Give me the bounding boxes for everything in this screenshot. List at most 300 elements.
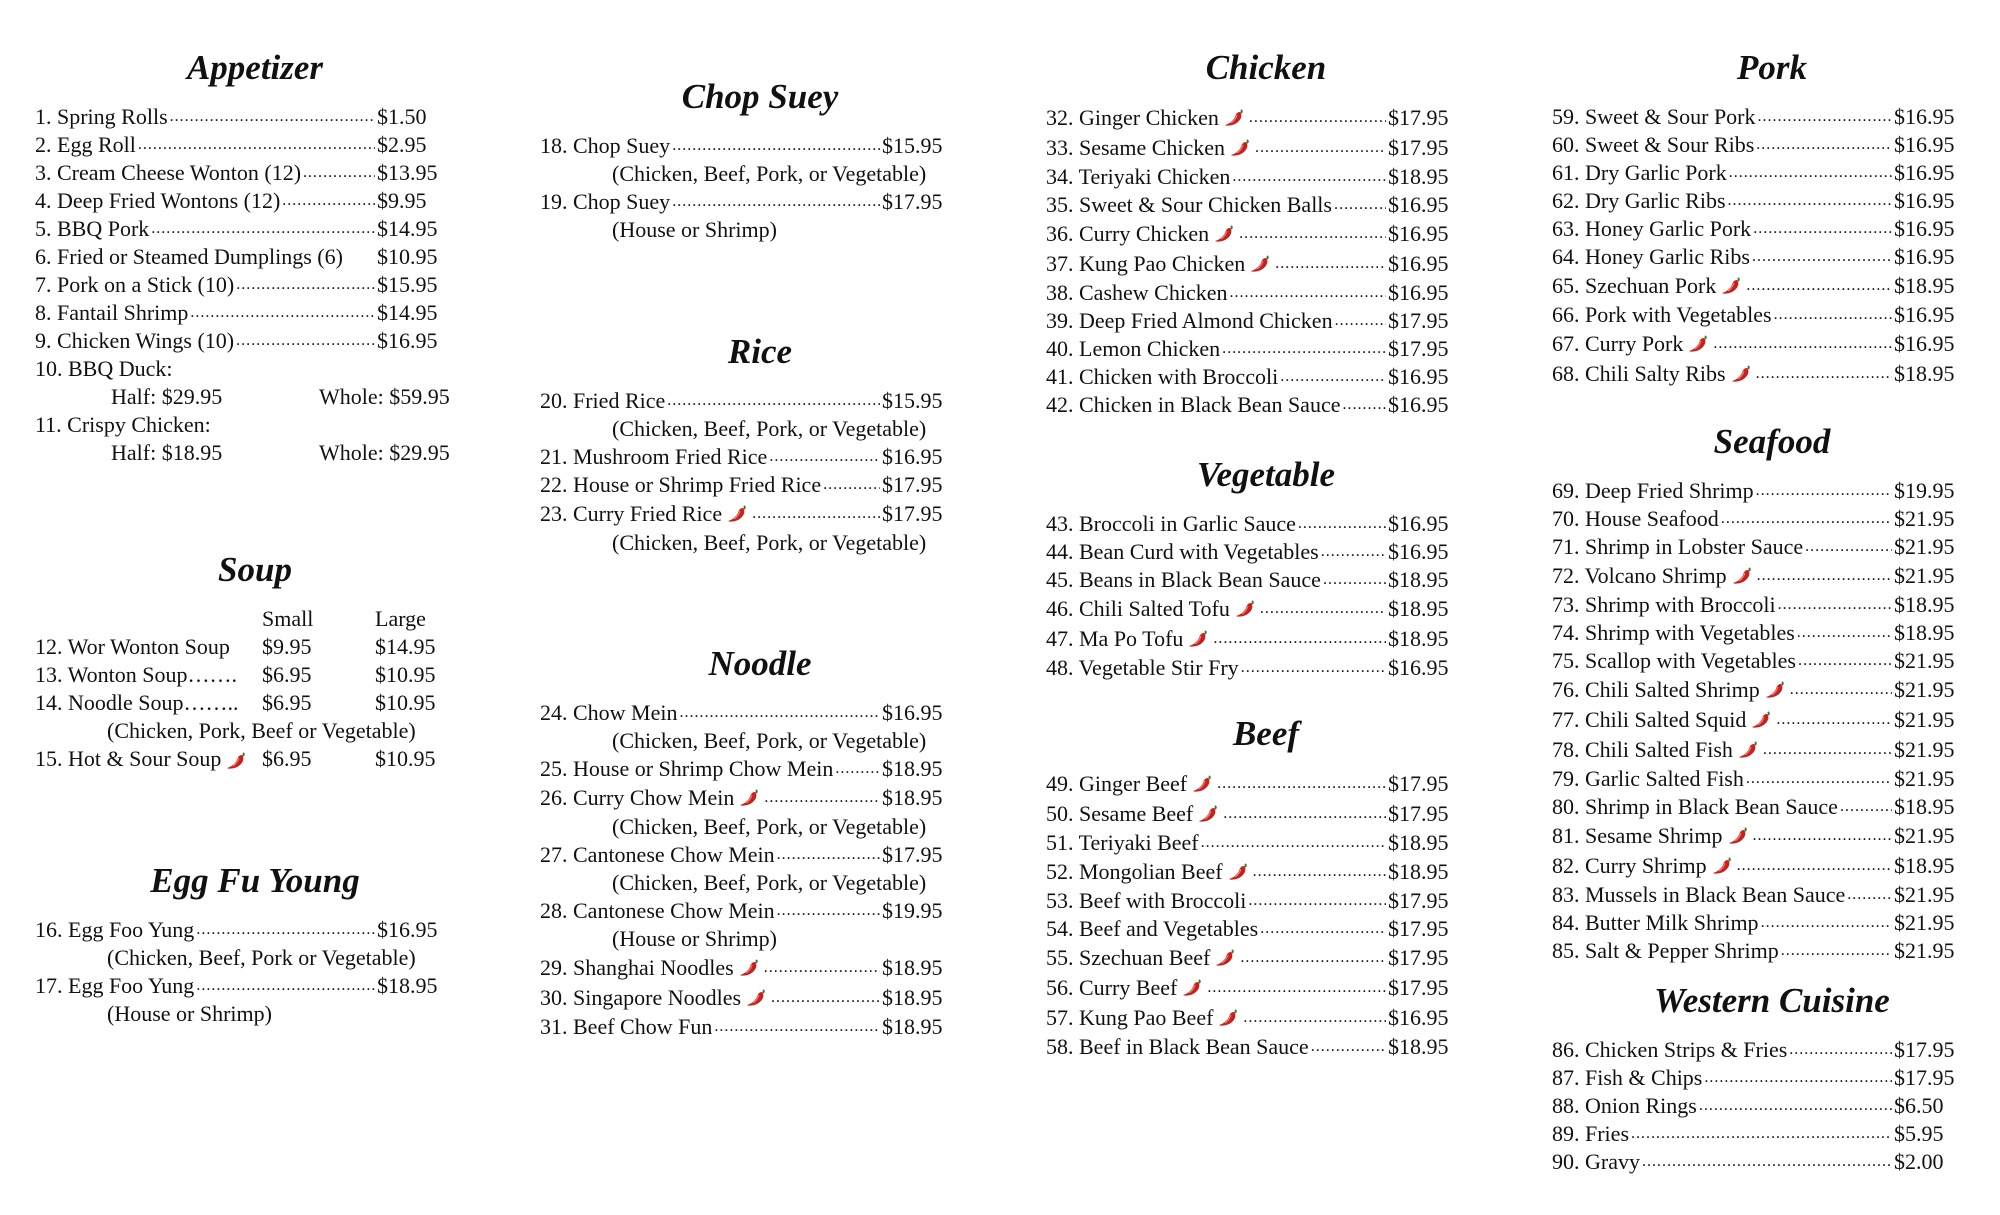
dot-leader: [1631, 1120, 1892, 1148]
item-name: 36. Curry Chicken: [1046, 221, 1210, 246]
menu-item: [35, 131, 475, 159]
item-name-area: [1046, 829, 1388, 857]
menu-item: [1552, 705, 1992, 735]
dot-leader: [1241, 654, 1386, 682]
dot-leader: [1746, 272, 1892, 300]
item-name-area: [540, 471, 882, 499]
item-name: 34. Teriyaki Chicken: [1046, 164, 1231, 189]
menu-section-rice: [540, 332, 980, 557]
menu-item: [1046, 857, 1486, 887]
item-name: 83. Mussels in Black Bean Sauce: [1552, 882, 1846, 907]
item-name: 54. Beef and Vegetables: [1046, 916, 1259, 941]
menu-column-3: [1046, 0, 1486, 1215]
menu-item: [1046, 103, 1486, 133]
item-name: 2. Egg Roll: [35, 132, 136, 157]
item-price: $16.95: [1388, 280, 1449, 305]
menu-item: [1552, 675, 1992, 705]
section-title: Chicken: [1205, 48, 1327, 87]
item-name-area: [540, 897, 882, 925]
item-price: $21.95: [1894, 910, 1955, 935]
item-price: $17.95: [1388, 945, 1449, 970]
menu-item: [1552, 533, 1992, 561]
dot-leader: [1776, 706, 1892, 734]
item-name: 13. Wonton Soup…….: [35, 662, 237, 687]
item-options: (Chicken, Beef, Pork, or Vegetable): [612, 416, 927, 441]
menu-item: [540, 783, 980, 813]
item-name: 87. Fish & Chips: [1552, 1065, 1703, 1090]
menu-item: [1046, 943, 1486, 973]
item-price-half: Half: $29.95: [111, 384, 223, 409]
menu-item: [1552, 243, 1992, 271]
menu-item: [1552, 505, 1992, 533]
item-name-area: [1552, 477, 1894, 505]
item-name: 49. Ginger Beef: [1046, 771, 1188, 796]
item-price: $17.95: [1388, 888, 1449, 913]
dot-leader: [1737, 852, 1892, 880]
menu-item: [540, 499, 980, 529]
item-name: 9. Chicken Wings (10): [35, 328, 235, 353]
dot-leader: [714, 1013, 880, 1041]
item-name-area: [1046, 625, 1388, 653]
dot-leader: [771, 984, 880, 1012]
item-name: 60. Sweet & Sour Ribs: [1552, 132, 1755, 157]
chili-pepper-icon: [738, 956, 762, 980]
menu-column-1: [35, 0, 475, 1215]
item-price: $21.95: [1894, 823, 1955, 848]
item-price: $21.95: [1894, 882, 1955, 907]
dot-leader: [777, 841, 880, 869]
dot-leader: [1213, 625, 1386, 653]
item-price: $16.95: [1894, 244, 1955, 269]
item-price: $16.95: [1388, 364, 1449, 389]
menu-item: [35, 159, 475, 187]
item-name: 15. Hot & Sour Soup: [35, 746, 222, 771]
item-price: $18.95: [882, 785, 943, 810]
menu-item: [35, 187, 475, 215]
section-title: Vegetable: [1196, 455, 1336, 494]
dot-leader: [1207, 974, 1386, 1002]
section-title: Egg Fu Young: [150, 861, 360, 900]
item-price: $18.95: [1388, 164, 1449, 189]
item-options: (Chicken, Beef, Pork, or Vegetable): [612, 814, 927, 839]
item-price: $21.95: [1894, 677, 1955, 702]
item-name: 77. Chili Salted Squid: [1552, 707, 1747, 732]
item-name-area: [1046, 654, 1388, 682]
item-name-area: [1552, 562, 1894, 590]
item-price: $18.95: [1894, 273, 1955, 298]
menu-item: [1046, 887, 1486, 915]
dot-leader: [1757, 562, 1892, 590]
item-name-area: [1552, 533, 1894, 561]
item-name: 82. Curry Shrimp: [1552, 853, 1707, 878]
item-name: 73. Shrimp with Broccoli: [1552, 592, 1776, 617]
item-name-area: [1552, 647, 1894, 675]
item-name: 84. Butter Milk Shrimp: [1552, 910, 1759, 935]
menu-item: [1046, 391, 1486, 419]
chili-pepper-icon: [1181, 976, 1205, 1000]
item-name: 72. Volcano Shrimp: [1552, 563, 1727, 588]
item-name: 20. Fried Rice: [540, 388, 666, 413]
menu-item: [1046, 829, 1486, 857]
menu-item: [1552, 619, 1992, 647]
menu-item: [1552, 821, 1992, 851]
item-price: $18.95: [1894, 361, 1955, 386]
menu-section-vegetable: [1046, 455, 1486, 682]
menu-item: [540, 132, 980, 160]
dot-leader: [1761, 909, 1892, 937]
menu-item: [540, 1013, 980, 1041]
item-name-area: [1552, 1148, 1894, 1176]
item-price: $16.95: [882, 444, 943, 469]
menu-item: [35, 299, 475, 327]
dot-leader: [672, 188, 880, 216]
item-name-area: [1046, 974, 1388, 1002]
item-price-small: $9.95: [262, 634, 312, 659]
item-name: 22. House or Shrimp Fried Rice: [540, 472, 822, 497]
menu-column-2: [540, 0, 980, 1215]
chili-pepper-icon: [726, 502, 750, 526]
menu-item: [1552, 735, 1992, 765]
item-name: 57. Kung Pao Beef: [1046, 1005, 1214, 1030]
menu-item: [1552, 561, 1992, 591]
menu-item: [1552, 359, 1992, 389]
size-large-label: Large: [375, 606, 426, 631]
item-price-options: [35, 383, 475, 411]
menu-item: [35, 243, 475, 271]
item-name-area: [1046, 915, 1388, 943]
item-name-area: [35, 187, 377, 215]
item-name: 39. Deep Fried Almond Chicken: [1046, 308, 1333, 333]
dot-leader: [1249, 104, 1386, 132]
item-price-large: $14.95: [375, 634, 436, 659]
item-price: $21.95: [1894, 737, 1955, 762]
item-price: $17.95: [882, 472, 943, 497]
dot-leader: [835, 755, 880, 783]
chili-pepper-icon: [1187, 627, 1211, 651]
dot-leader: [1805, 533, 1892, 561]
menu-item: [1552, 187, 1992, 215]
item-options: (Chicken, Beef, Pork or Vegetable): [107, 945, 416, 970]
menu-item: [1552, 647, 1992, 675]
item-price: $16.95: [1894, 302, 1955, 327]
item-name: 26. Curry Chow Mein: [540, 785, 735, 810]
menu-section-egg-fu-young: [35, 861, 475, 1028]
item-name: 5. BBQ Pork: [35, 216, 150, 241]
dot-leader: [303, 159, 375, 187]
item-name-area: [1552, 1092, 1894, 1120]
item-name: 27. Cantonese Chow Mein: [540, 842, 775, 867]
dot-leader: [1321, 538, 1386, 566]
menu-item: [1552, 329, 1992, 359]
item-name: 89. Fries: [1552, 1121, 1629, 1146]
item-price: $18.95: [1894, 592, 1955, 617]
item-price: $9.95: [377, 188, 427, 213]
menu-item: [1046, 566, 1486, 594]
item-name-area: [1552, 881, 1894, 909]
item-name: 33. Sesame Chicken: [1046, 135, 1226, 160]
item-name: 40. Lemon Chicken: [1046, 336, 1221, 361]
size-small-label: Small: [262, 606, 314, 631]
chili-pepper-icon: [1711, 854, 1735, 878]
chili-pepper-icon: [1227, 860, 1251, 884]
dot-leader: [1753, 215, 1892, 243]
chili-pepper-icon: [1214, 946, 1238, 970]
menu-item: [1552, 1148, 1992, 1176]
item-name: 62. Dry Garlic Ribs: [1552, 188, 1726, 213]
item-price: $18.95: [882, 756, 943, 781]
item-name: 48. Vegetable Stir Fry: [1046, 655, 1239, 680]
chili-pepper-icon: [745, 986, 769, 1010]
menu-item: [1552, 1064, 1992, 1092]
menu-item: [540, 188, 980, 216]
item-price: $18.95: [1388, 859, 1449, 884]
item-name-area: [1046, 134, 1388, 162]
dot-leader: [236, 271, 375, 299]
menu-item: [540, 983, 980, 1013]
dot-leader: [1232, 163, 1386, 191]
item-name-area: [1046, 770, 1388, 798]
item-price: $21.95: [1894, 506, 1955, 531]
item-name: 12. Wor Wonton Soup: [35, 634, 230, 659]
item-name: 71. Shrimp in Lobster Sauce: [1552, 534, 1804, 559]
chili-pepper-icon: [1217, 1006, 1241, 1030]
item-price: $18.95: [882, 1014, 943, 1039]
item-name-area: [35, 215, 377, 243]
menu-item: [1046, 799, 1486, 829]
menu-item: [35, 916, 475, 944]
item-name: 58. Beef in Black Bean Sauce: [1046, 1034, 1309, 1059]
item-price: $16.95: [1388, 221, 1449, 246]
item-price: $13.95: [377, 160, 438, 185]
menu-item: [1552, 909, 1992, 937]
item-name: 19. Chop Suey: [540, 189, 671, 214]
item-price: $16.95: [1894, 160, 1955, 185]
menu-section-western-cuisine: [1552, 981, 1992, 1176]
item-name-area: [1046, 250, 1388, 278]
item-name-area: [35, 159, 377, 187]
item-price: $16.95: [1388, 539, 1449, 564]
chili-pepper-icon: [738, 786, 762, 810]
item-name: 65. Szechuan Pork: [1552, 273, 1717, 298]
dot-leader: [1774, 301, 1892, 329]
chili-pepper-icon: [1687, 332, 1711, 356]
item-name-area: [35, 299, 377, 327]
menu-item: [1552, 591, 1992, 619]
item-name-area: [1552, 1036, 1894, 1064]
dot-leader: [196, 972, 375, 1000]
item-price: $21.95: [1894, 648, 1955, 673]
item-name: 17. Egg Foo Yung: [35, 973, 195, 998]
item-price: $18.95: [882, 985, 943, 1010]
item-name: 31. Beef Chow Fun: [540, 1014, 713, 1039]
menu-item: [1046, 510, 1486, 538]
item-name: 1. Spring Rolls: [35, 104, 168, 129]
menu-item: [1046, 133, 1486, 163]
dot-leader: [1763, 736, 1892, 764]
item-name-area: [1046, 163, 1388, 191]
chili-pepper-icon: [1720, 274, 1744, 298]
item-options: (Chicken, Beef, Pork, or Vegetable): [612, 870, 927, 895]
item-name: 61. Dry Garlic Pork: [1552, 160, 1727, 185]
item-price-whole: Whole: $29.95: [319, 440, 450, 465]
item-price: $16.95: [882, 700, 943, 725]
item-price-large: $10.95: [375, 662, 436, 687]
chili-pepper-icon: [1727, 824, 1751, 848]
item-name-area: [1552, 676, 1894, 704]
item-name-area: [1552, 591, 1894, 619]
menu-item: [35, 689, 475, 717]
menu-section-chop-suey: [540, 77, 980, 244]
item-name: 47. Ma Po Tofu: [1046, 626, 1184, 651]
menu-item: [35, 745, 475, 773]
item-price: $18.95: [1894, 794, 1955, 819]
item-price: $16.95: [377, 917, 438, 942]
dot-leader: [1752, 243, 1892, 271]
item-price: $16.95: [377, 328, 438, 353]
item-price: $2.95: [377, 132, 427, 157]
item-name: 53. Beef with Broccoli: [1046, 888, 1247, 913]
menu-item: [540, 953, 980, 983]
menu-item: [1552, 1120, 1992, 1148]
item-name: 18. Chop Suey: [540, 133, 671, 158]
item-name-area: [1552, 272, 1894, 300]
menu-item: [1552, 477, 1992, 505]
dot-leader: [823, 471, 880, 499]
dot-leader: [1713, 330, 1892, 358]
item-name-area: [1046, 335, 1388, 363]
section-title: Soup: [218, 550, 292, 589]
dot-leader: [1323, 566, 1386, 594]
menu-item: [540, 897, 980, 925]
item-name-area: [1046, 800, 1388, 828]
dot-leader: [1778, 591, 1892, 619]
item-name: 43. Broccoli in Garlic Sauce: [1046, 511, 1296, 536]
item-name-area: [1552, 822, 1894, 850]
item-name: 25. House or Shrimp Chow Mein: [540, 756, 834, 781]
menu-item: [35, 661, 475, 689]
chili-pepper-icon: [1764, 678, 1788, 702]
item-name-area: [1046, 595, 1388, 623]
item-name: 8. Fantail Shrimp: [35, 300, 189, 325]
menu-item: [1046, 307, 1486, 335]
item-name: 50. Sesame Beef: [1046, 801, 1194, 826]
dot-leader: [1260, 915, 1386, 943]
section-title: Chop Suey: [681, 77, 839, 116]
item-name: 81. Sesame Shrimp: [1552, 823, 1723, 848]
item-name-area: [35, 243, 377, 271]
section-title: Seafood: [1713, 422, 1831, 461]
size-header: [35, 605, 475, 633]
item-name-area: [540, 188, 882, 216]
menu-item: [1552, 765, 1992, 793]
item-name: 24. Chow Mein: [540, 700, 678, 725]
menu-item: [1046, 915, 1486, 943]
dot-leader: [1240, 944, 1386, 972]
item-name-area: [1552, 159, 1894, 187]
item-price: $18.95: [1388, 626, 1449, 651]
item-name: 79. Garlic Salted Fish: [1552, 766, 1744, 791]
dot-leader: [1223, 800, 1386, 828]
section-title: Rice: [727, 332, 793, 371]
item-name-area: [1552, 793, 1894, 821]
item-price: $15.95: [377, 272, 438, 297]
item-price: $16.95: [1388, 192, 1449, 217]
dot-leader: [672, 132, 880, 160]
item-price: $21.95: [1894, 563, 1955, 588]
menu-item: [1552, 1092, 1992, 1120]
item-name-area: [1046, 510, 1388, 538]
chili-pepper-icon: [1223, 106, 1247, 130]
dot-leader: [1756, 477, 1892, 505]
menu-item: [540, 387, 980, 415]
item-name-area: [1552, 937, 1894, 965]
menu-item: [1552, 851, 1992, 881]
item-name-area: [540, 1013, 882, 1041]
item-name: 86. Chicken Strips & Fries: [1552, 1037, 1788, 1062]
dot-leader: [1847, 881, 1892, 909]
chili-pepper-icon: [1197, 802, 1221, 826]
item-name-area: [1552, 243, 1894, 271]
dot-leader: [1790, 676, 1892, 704]
dot-leader: [1217, 770, 1386, 798]
item-name-area: [1552, 765, 1894, 793]
menu-item: [35, 633, 475, 661]
menu-item: [35, 215, 475, 243]
item-name: 3. Cream Cheese Wonton (12): [35, 160, 302, 185]
dot-leader: [236, 327, 375, 355]
item-name-area: [1552, 1120, 1894, 1148]
item-name-area: [1046, 220, 1388, 248]
item-price: $17.95: [882, 501, 943, 526]
item-name-area: [1046, 566, 1388, 594]
item-name-area: [1552, 301, 1894, 329]
dot-leader: [1781, 937, 1892, 965]
item-name: 59. Sweet & Sour Pork: [1552, 104, 1756, 129]
item-name-area: [1552, 852, 1894, 880]
item-name-area: [1046, 1033, 1388, 1061]
menu-section-noodle: [540, 644, 980, 1041]
item-price: $14.95: [377, 216, 438, 241]
menu-item: [1046, 973, 1486, 1003]
menu-item: [540, 699, 980, 727]
item-name: 74. Shrimp with Vegetables: [1552, 620, 1795, 645]
item-price: $21.95: [1894, 938, 1955, 963]
dot-leader: [764, 954, 880, 982]
item-price: $2.00: [1894, 1149, 1944, 1174]
item-price-whole: Whole: $59.95: [319, 384, 450, 409]
item-name: 90. Gravy: [1552, 1149, 1640, 1174]
menu-item: [35, 327, 475, 355]
menu-item: [1552, 937, 1992, 965]
dot-leader: [1797, 619, 1892, 647]
dot-leader: [1840, 793, 1892, 821]
item-price: $16.95: [1388, 251, 1449, 276]
dot-leader: [1342, 391, 1386, 419]
item-name: 23. Curry Fried Rice: [540, 501, 723, 526]
chili-pepper-icon: [1234, 597, 1258, 621]
item-name: 63. Honey Garlic Pork: [1552, 216, 1752, 241]
dot-leader: [138, 131, 375, 159]
menu-item: [1552, 159, 1992, 187]
menu-section-beef: [1046, 714, 1486, 1061]
menu-item: [1046, 249, 1486, 279]
dot-leader: [282, 187, 375, 215]
menu-item: [1552, 793, 1992, 821]
item-options: (House or Shrimp): [612, 217, 777, 242]
item-name-area: [540, 132, 882, 160]
item-price: $21.95: [1894, 707, 1955, 732]
item-name-area: [1552, 505, 1894, 533]
